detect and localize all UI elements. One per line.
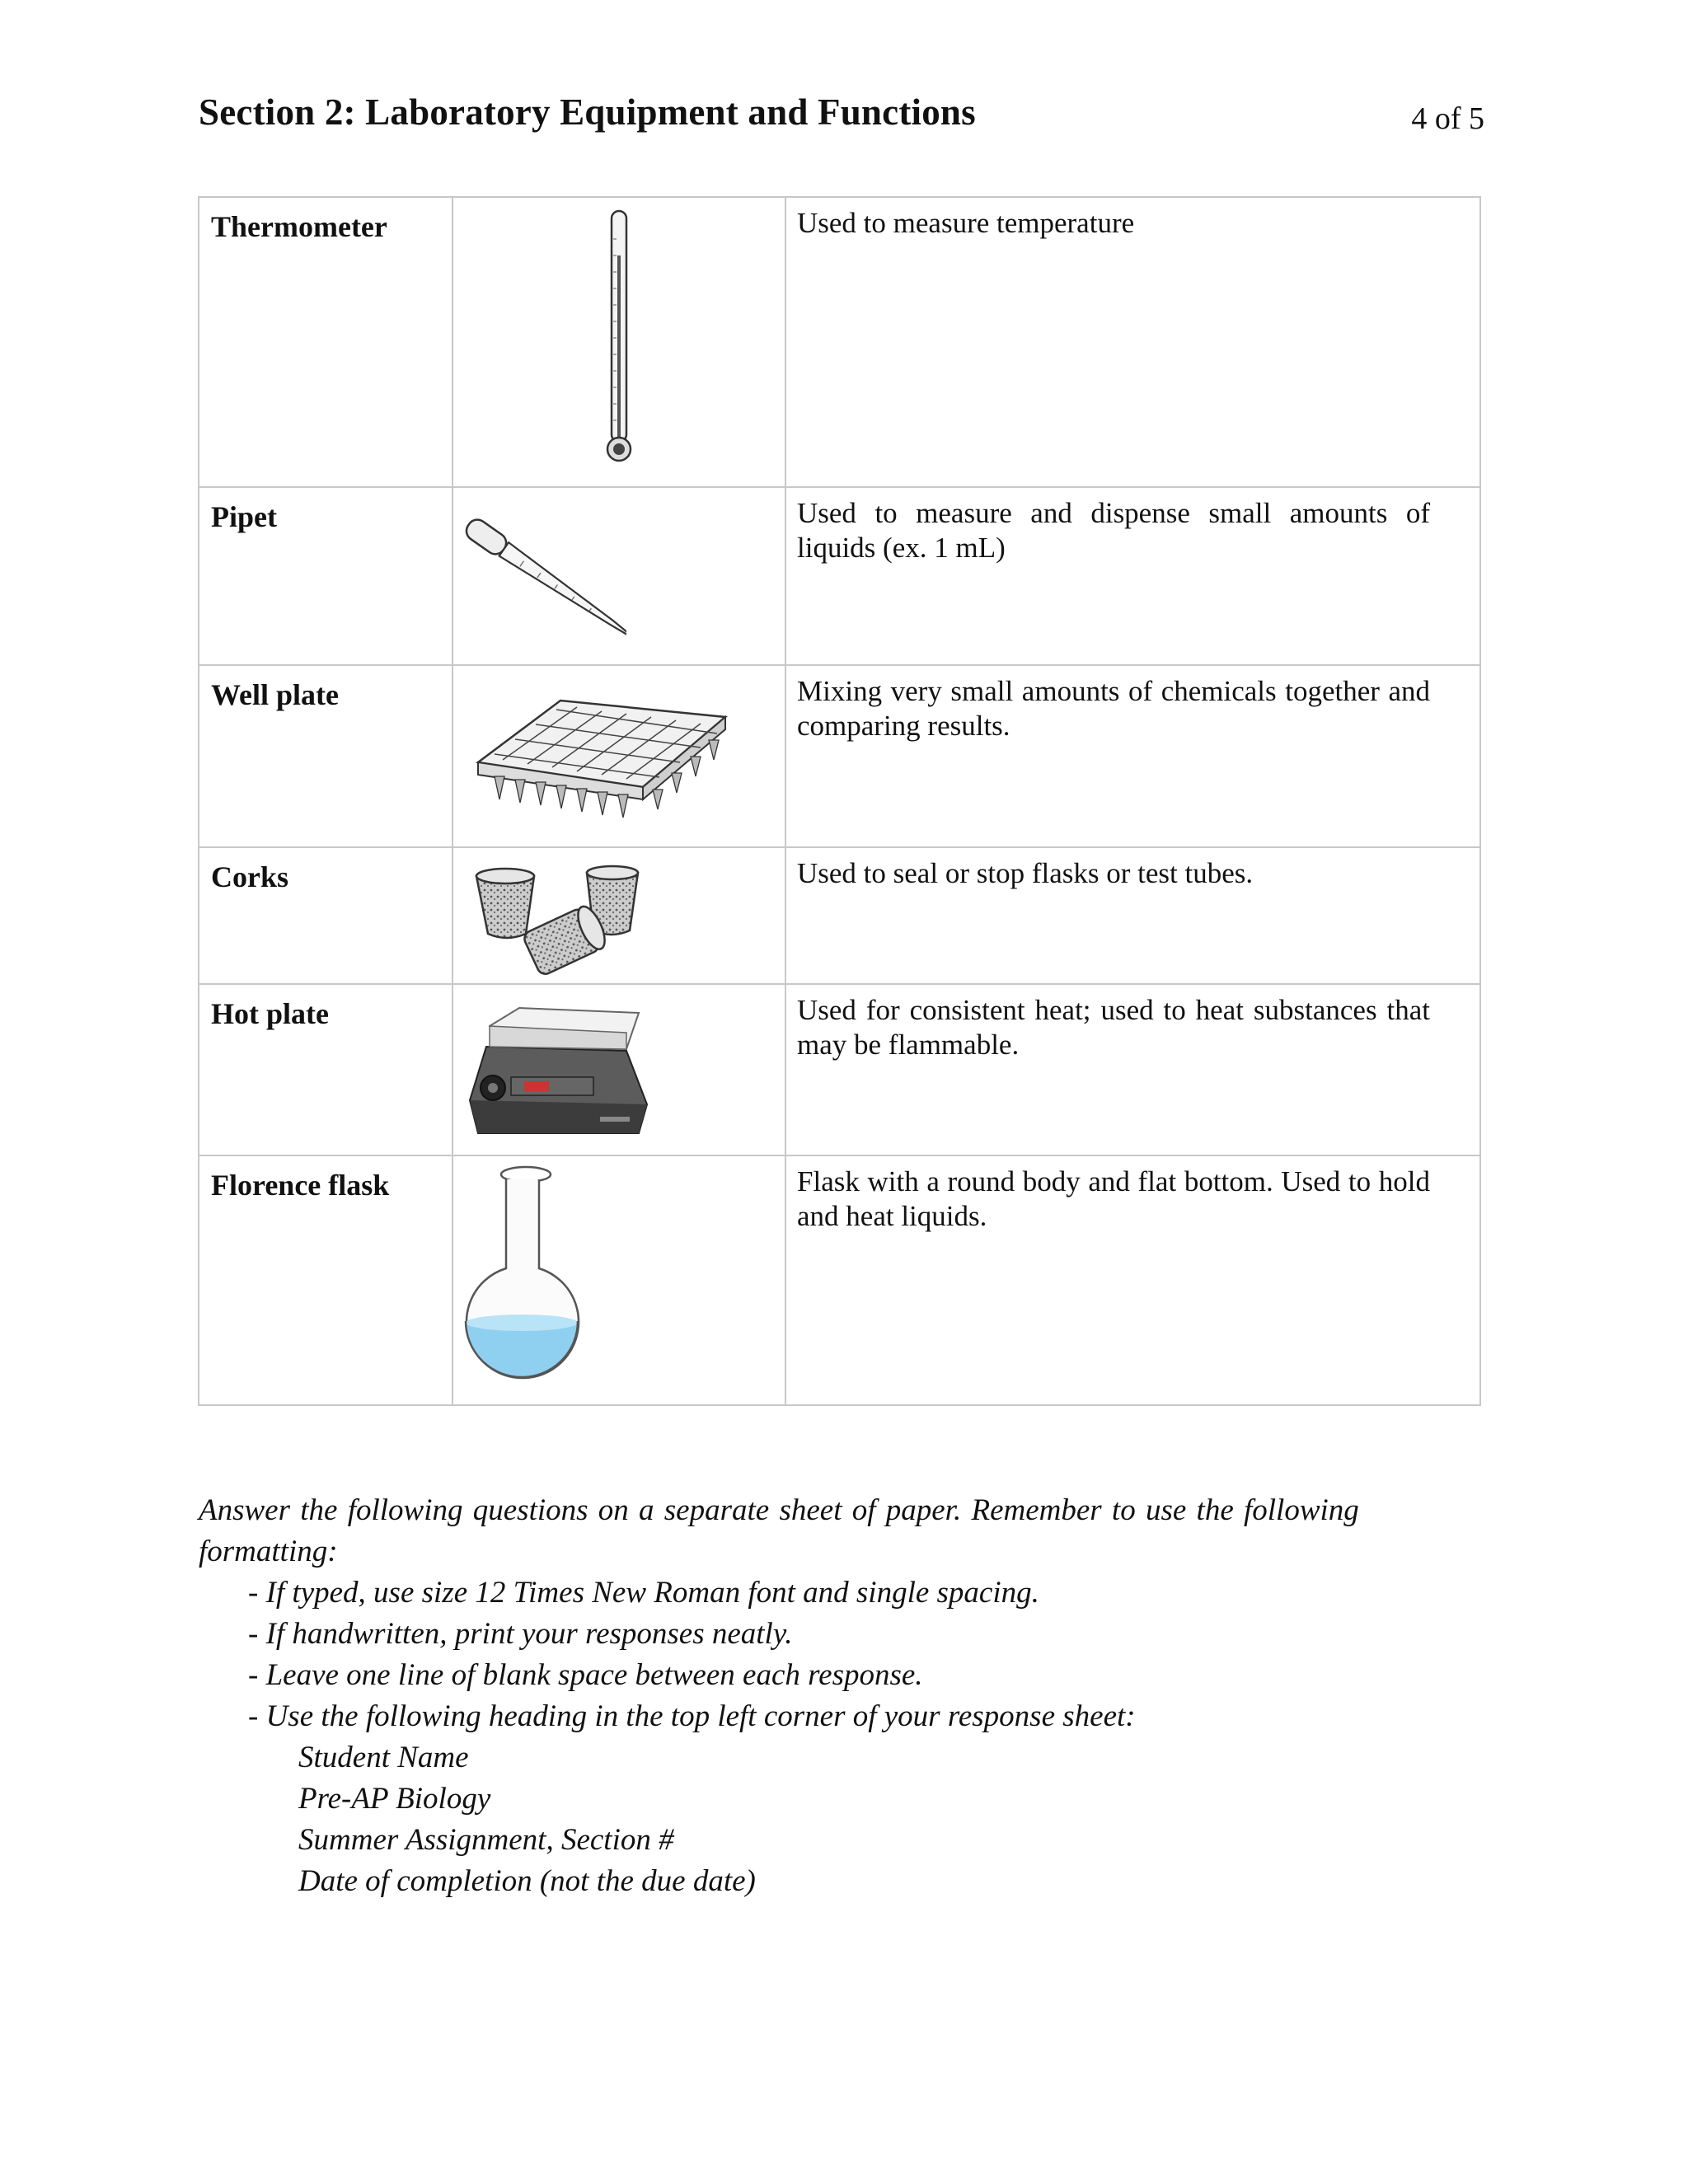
- hot-plate-icon: [462, 1001, 659, 1141]
- equipment-name: Thermometer: [211, 210, 387, 243]
- equipment-name: Corks: [211, 860, 289, 893]
- equipment-name: Well plate: [211, 678, 339, 711]
- equipment-name: Hot plate: [211, 997, 329, 1030]
- response-heading-list: [199, 1737, 1484, 1902]
- table-row: [199, 847, 1480, 984]
- equipment-description: Used to measure and dispense small amounts of liquids (ex. 1 mL): [797, 497, 1430, 564]
- instructions: [199, 1490, 1484, 1902]
- list-item: - If typed, use size 12 Times New Roman font and single spacing.: [248, 1576, 1039, 1610]
- equipment-description: Flask with a round body and flat bottom. Used to hold and heat liquids.: [797, 1165, 1430, 1232]
- page-number: 4 of 5: [1411, 101, 1484, 136]
- thermometer-icon: [593, 206, 643, 470]
- list-item: - Leave one line of blank space between each response.: [248, 1658, 923, 1692]
- pipet-icon: [462, 493, 626, 658]
- equipment-description: Used to seal or stop flasks or test tubes.: [797, 857, 1254, 889]
- equipment-description: Used to measure temperature: [797, 207, 1135, 239]
- table-row: [199, 197, 1480, 487]
- table-row: [199, 1155, 1480, 1405]
- equipment-name: Pipet: [211, 500, 277, 533]
- equipment-name: Florence flask: [211, 1169, 390, 1202]
- list-item: Pre-AP Biology: [298, 1782, 491, 1816]
- equipment-description: Used for consistent heat; used to heat substances that may be flammable.: [797, 994, 1430, 1061]
- table-row: [199, 665, 1480, 847]
- list-item: Summer Assignment, Section #: [298, 1823, 674, 1857]
- equipment-description: Mixing very small amounts of chemicals together and comparing results.: [797, 675, 1430, 742]
- corks-icon: [470, 861, 668, 977]
- list-item: - Use the following heading in the top left corner of your response sheet:: [248, 1699, 1136, 1733]
- list-item: Student Name: [298, 1741, 469, 1774]
- table-row: [199, 984, 1480, 1155]
- well-plate-icon: [470, 684, 734, 832]
- florence-flask-icon: [460, 1165, 592, 1387]
- instructions-intro: Answer the following questions on a separate sheet of paper. Remember to use the following formatting:: [199, 1493, 1359, 1568]
- list-item: - If handwritten, print your responses neatly.: [248, 1617, 793, 1651]
- section-title: Section 2: Laboratory Equipment and Functions: [199, 91, 976, 133]
- formatting-list: [199, 1572, 1484, 1737]
- table-row: [199, 487, 1480, 665]
- page-header: [199, 91, 1484, 148]
- equipment-table: [198, 196, 1481, 1406]
- list-item: Date of completion (not the due date): [298, 1864, 756, 1898]
